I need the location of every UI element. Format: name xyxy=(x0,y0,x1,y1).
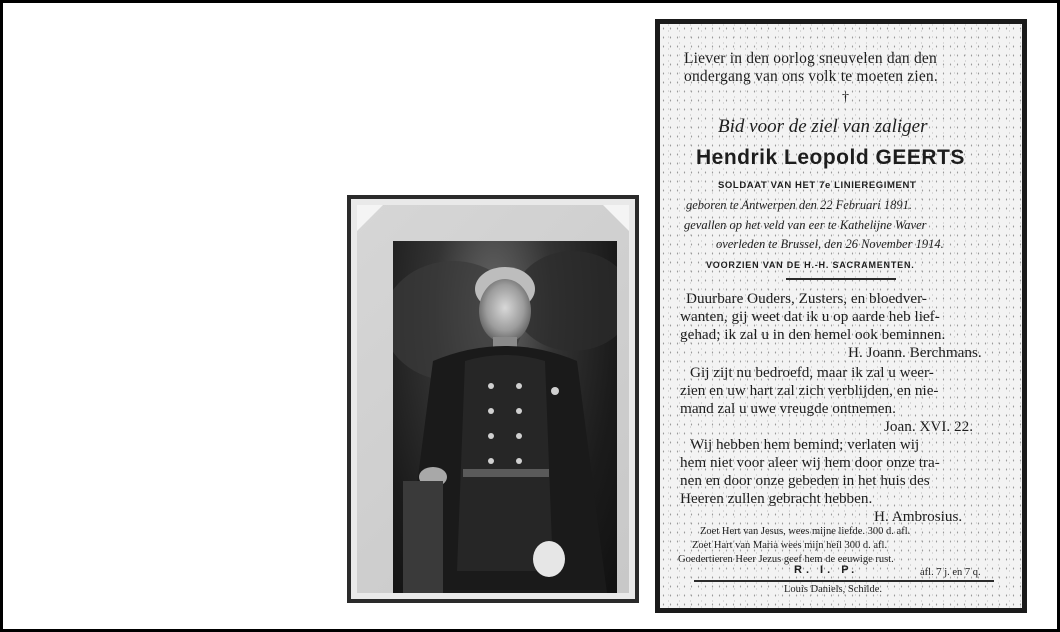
memorial-prayer-card xyxy=(655,19,1027,613)
verse3-line: nen en door onze gebeden in het huis des xyxy=(680,472,930,489)
verse1-line: wanten, gij weet dat ik u op aarde heb lief- xyxy=(680,308,940,325)
photo-corner xyxy=(357,205,383,231)
motto-line: ondergang van ons volk te moeten zien. xyxy=(684,68,938,85)
rank-line: SOLDAAT VAN HET 7e LINIEREGIMENT xyxy=(718,180,917,191)
verse1-line: Duurbare Ouders, Zusters, en bloedver- xyxy=(686,290,927,307)
rip-line: R. I. P. xyxy=(794,564,859,576)
cross-symbol: † xyxy=(842,90,849,105)
soldier-portrait-image xyxy=(393,241,617,593)
verse1-author: H. Joann. Berchmans. xyxy=(848,344,982,361)
died-line: overleden te Brussel, den 26 November 1914. xyxy=(716,237,944,251)
deceased-name: Hendrik Leopold GEERTS xyxy=(696,146,965,169)
indulgence-line: afl. 7 j. en 7 q. xyxy=(920,567,981,578)
prayer-line: Zoet Hert van Jesus, wees mijne liefde. 300 d. afl. xyxy=(700,526,911,537)
invocation: Bid voor de ziel van zaliger xyxy=(718,116,928,137)
sacraments-line: VOORZIEN VAN DE H.-H. SACRAMENTEN. xyxy=(706,260,915,270)
born-line: geboren te Antwerpen den 22 Februari 1891. xyxy=(686,198,913,212)
verse2-line: mand zal u uwe vreugde ontnemen. xyxy=(680,400,896,417)
verse3-line: Wij hebben hem bemind; verlaten wij xyxy=(690,436,920,453)
photo-corner xyxy=(603,205,629,231)
prayer-line: Goedertieren Heer Jezus geef hem de eeuwige rust. xyxy=(678,554,894,565)
verse2-line: zien en uw hart zal zich verblijden, en nie- xyxy=(680,382,939,399)
divider xyxy=(786,278,896,280)
fallen-line: gevallen op het veld van eer te Kathelijne Waver xyxy=(684,218,927,232)
photo-mount xyxy=(357,205,629,593)
divider xyxy=(694,580,994,582)
verse2-line: Gij zijt nu bedroefd, maar ik zal u weer- xyxy=(690,364,934,381)
printer-line: Louis Daniels, Schilde. xyxy=(784,584,882,595)
verse2-author: Joan. XVI. 22. xyxy=(884,418,974,435)
verse3-author: H. Ambrosius. xyxy=(874,508,963,525)
prayer-line: Zoet Hart van Maria wees mijn heil 300 d. afl. xyxy=(692,540,888,551)
verse3-line: Heeren zullen gebracht hebben. xyxy=(680,490,873,507)
verse3-line: hem niet voor aleer wij hem door onze tra- xyxy=(680,454,940,471)
portrait-photo-card xyxy=(347,195,639,603)
motto-line: Liever in den oorlog sneuvelen dan den xyxy=(684,50,937,67)
verse1-line: gehad; ik zal u in den hemel ook beminnen. xyxy=(680,326,946,343)
